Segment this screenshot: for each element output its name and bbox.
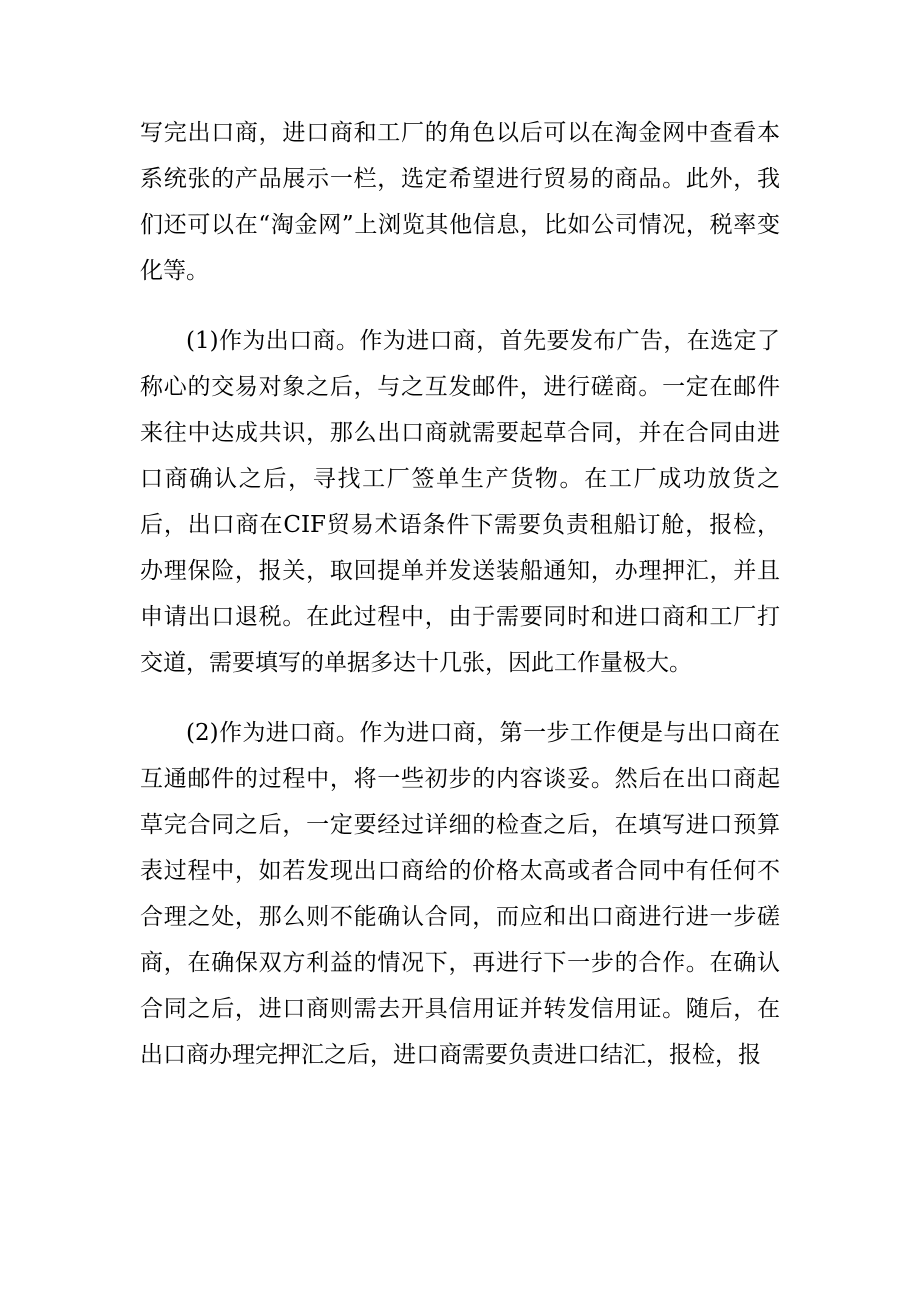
- document-body: [140, 110, 780, 1102]
- paragraph-exporter: (1)作为出口商。作为进口商，首先要发布广告，在选定了称心的交易对象之后，与之互发邮件，进行磋商。一定在邮件来往中达成共识，那么出口商就需要起草合同，并在合同由进口商确认之后，寻找工厂签单生产货物。在工厂成功放货之后，出口商在CIF贸易术语条件下需要负责租船订舱，报检，办理保险，报关，取回提单并发送装船通知，办理押汇，并且申请出口退税。在此过程中，由于需要同时和进口商和工厂打交道，需要填写的单据多达十几张，因此工作量极大。: [140, 328, 780, 676]
- paragraph-importer: (2)作为进口商。作为进口商，第一步工作便是与出口商在互通邮件的过程中，将一些初步的内容谈妥。然后在出口商起草完合同之后，一定要经过详细的检查之后，在填写进口预算表过程中，如若发现出口商给的价格太高或者合同中有任何不合理之处，那么则不能确认合同，而应和出口商进行进一步磋商，在确保双方利益的情况下，再进行下一步的合作。在确认合同之后，进口商则需去开具信用证并转发信用证。随后，在出口商办理完押汇之后，进口商需要负责进口结汇，报检，报: [140, 720, 780, 1068]
- paragraph-intro: 写完出口商，进口商和工厂的角色以后可以在淘金网中查看本系统张的产品展示一栏，选定希望进行贸易的商品。此外，我们还可以在“淘金网”上浏览其他信息，比如公司情况，税率变化等。: [140, 120, 780, 284]
